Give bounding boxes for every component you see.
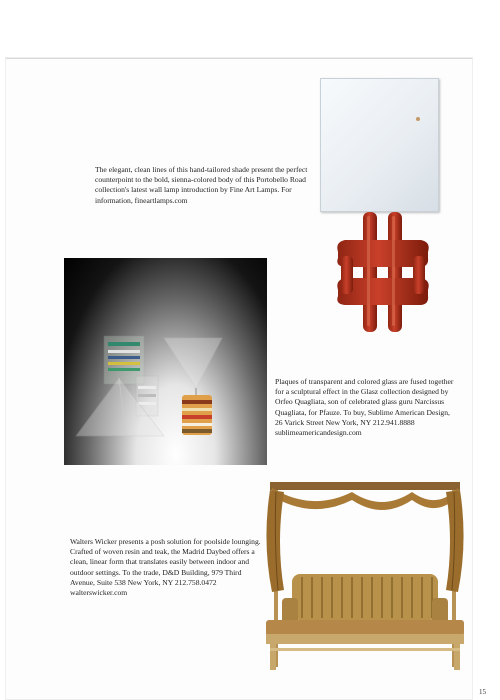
glass-sculptures-photo bbox=[64, 258, 267, 465]
glass-sculptures-illustration bbox=[64, 258, 267, 465]
wall-lamp-shade bbox=[320, 78, 439, 212]
glass-caption: Plaques of transparent and colored glass are fused together for a sculptural effect in the Glasz collection designed by Orfeo Quagliata, son of celebrated glass guru Narcissus Quagliata, for Pfauze. To buy, Sublime American Design, 26 Varick Street New York, NY 212.941.8888 sublimeamericandesign.com bbox=[275, 377, 454, 438]
shade-screw bbox=[416, 117, 420, 121]
wall-lamp-body bbox=[333, 212, 433, 342]
madrid-daybed bbox=[262, 482, 467, 674]
daybed-caption: Walters Wicker presents a posh solution for poolside lounging. Crafted of woven resin and teak, the Madrid Daybed offers a clean, linear form that translates easily between indoor and outdoor settings. To the trade, D&D Building, 979 Third Avenue, Suite 538 New York, NY 212.758.0472 walterswicker.com bbox=[70, 537, 261, 598]
page-number: 15 bbox=[479, 688, 486, 696]
lamp-caption: The elegant, clean lines of this hand-tailored shade present the perfect counterpoint to the bold, sienna-colored body of this Portobello Road collection's latest wall lamp introduction by Fine Art Lamps. For information, fineartlamps.com bbox=[95, 165, 308, 205]
